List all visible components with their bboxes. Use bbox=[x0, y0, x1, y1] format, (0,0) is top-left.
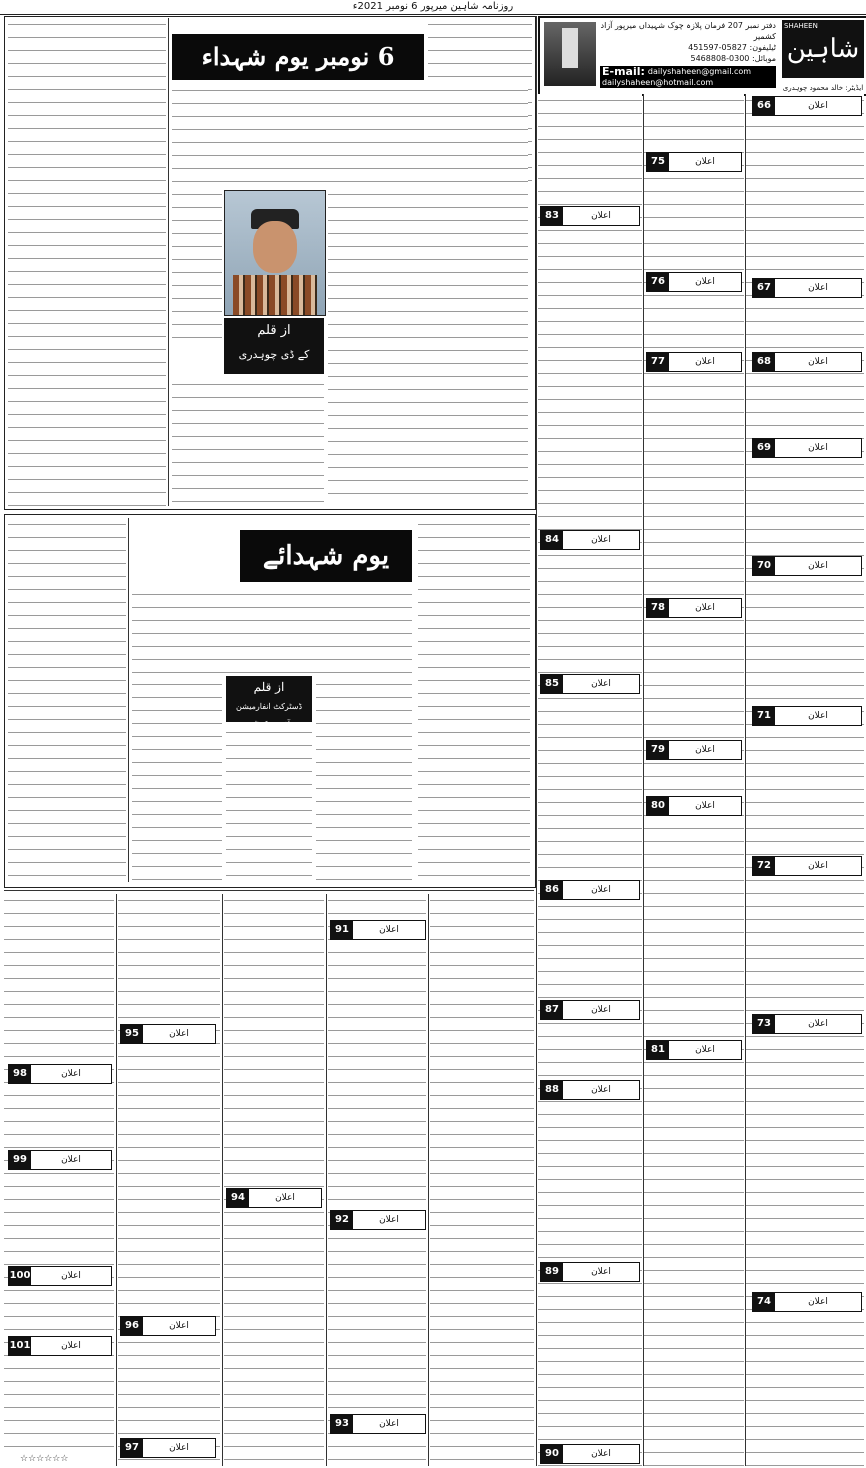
column-notices-2 bbox=[644, 94, 744, 1466]
notice-80: 80 اعلان bbox=[646, 796, 742, 816]
logo-urdu: شاہین bbox=[786, 34, 860, 64]
author-photo bbox=[224, 190, 326, 316]
article-middle-col-a bbox=[418, 518, 530, 882]
email-2: dailyshaheen@hotmail.com bbox=[602, 78, 714, 87]
phone-number: 05827-451597 bbox=[688, 43, 747, 52]
phone-row: ٹیلیفون: 05827-451597 bbox=[688, 43, 776, 52]
article-top-byline: از قلم کے ڈی چوہدری bbox=[224, 318, 324, 374]
article-top-col-c bbox=[328, 188, 528, 506]
notice-85: 85 اعلان bbox=[540, 674, 640, 694]
notice-73: 73 اعلان bbox=[752, 1014, 862, 1034]
notice-96: 96 اعلان bbox=[120, 1316, 216, 1336]
mobile-number: 0300-5468808 bbox=[690, 54, 750, 63]
notice-87: 87 اعلان bbox=[540, 1000, 640, 1020]
notice-67: 67 اعلان bbox=[752, 278, 862, 298]
article-top-col-d bbox=[172, 188, 222, 338]
article-middle-byline: از قلم ڈسٹرکٹ انفارمیشن آفیسر کوٹلی bbox=[226, 676, 312, 722]
article-middle-col-left bbox=[8, 518, 126, 882]
column-bottom-c bbox=[224, 894, 324, 1466]
article-top-col-b bbox=[172, 84, 528, 184]
notice-68: 68 اعلان bbox=[752, 352, 862, 372]
notice-66: 66 اعلان bbox=[752, 96, 862, 116]
email-1: dailyshaheen@gmail.com bbox=[647, 67, 752, 76]
column-notices-3 bbox=[538, 94, 642, 1466]
notice-90: 90 اعلان bbox=[540, 1444, 640, 1464]
masthead-editor: ایڈیٹر: خالد محمود چوہدری bbox=[782, 84, 864, 92]
article-top-title: 6 نومبر یوم شہداء bbox=[172, 34, 424, 80]
notice-92: 92 اعلان bbox=[330, 1210, 426, 1230]
notice-86: 86 اعلان bbox=[540, 880, 640, 900]
article-top-col-e bbox=[172, 378, 324, 506]
article-middle-col-c bbox=[132, 678, 222, 882]
notice-94: 94 اعلان bbox=[226, 1188, 322, 1208]
notice-91: 91 اعلان bbox=[330, 920, 426, 940]
notice-83: 83 اعلان bbox=[540, 206, 640, 226]
notice-81: 81 اعلان bbox=[646, 1040, 742, 1060]
notice-95: 95 اعلان bbox=[120, 1024, 216, 1044]
notice-78: 78 اعلان bbox=[646, 598, 742, 618]
notice-98: 98 اعلان bbox=[8, 1064, 112, 1084]
column-bottom-e bbox=[4, 894, 114, 1450]
notice-100: 100 اعلان bbox=[8, 1266, 112, 1286]
notice-84: 84 اعلان bbox=[540, 530, 640, 550]
newspaper-logo bbox=[782, 20, 864, 78]
notice-97: 97 اعلان bbox=[120, 1438, 216, 1458]
masthead-contact bbox=[600, 20, 776, 90]
notice-72: 72 اعلان bbox=[752, 856, 862, 876]
notice-76: 76 اعلان bbox=[646, 272, 742, 292]
monument-image bbox=[544, 22, 596, 86]
notice-93: 93 اعلان bbox=[330, 1414, 426, 1434]
author-name-2: ڈسٹرکٹ انفارمیشن آفیسر کوٹلی bbox=[235, 702, 303, 729]
article-middle-title: یوم شہدائے bbox=[240, 530, 412, 582]
notice-77: 77 اعلان bbox=[646, 352, 742, 372]
notice-74: 74 اعلان bbox=[752, 1292, 862, 1312]
notice-89: 89 اعلان bbox=[540, 1262, 640, 1282]
article-top-col-left bbox=[8, 18, 166, 506]
page-header-date: روزنامہ شاہین میرپور 6 نومبر 2021ء bbox=[0, 0, 866, 15]
notice-69: 69 اعلان bbox=[752, 438, 862, 458]
footer-stars: ☆☆☆☆☆☆ bbox=[20, 1454, 69, 1464]
email-block: E-mail: dailyshaheen@gmail.com dailyshaheen@hotmail.com bbox=[600, 66, 776, 88]
column-notices-right bbox=[746, 94, 864, 1466]
address: دفتر نمبر 207 فرمان پلازہ چوک شہیداں میرپور آزاد کشمیر bbox=[600, 21, 776, 41]
author-name: کے ڈی چوہدری bbox=[238, 348, 310, 361]
mobile-row: موبائل: 0300-5468808 bbox=[690, 54, 776, 63]
column-bottom-b bbox=[328, 894, 426, 1466]
article-middle-col-d bbox=[316, 678, 412, 882]
column-bottom-a bbox=[430, 894, 534, 1466]
notice-88: 88 اعلان bbox=[540, 1080, 640, 1100]
masthead bbox=[538, 16, 866, 96]
article-middle-col-e bbox=[226, 726, 312, 882]
logo-latin: SHAHEEN bbox=[784, 22, 818, 30]
article-middle-col-b bbox=[132, 588, 412, 674]
text-lines bbox=[746, 94, 864, 1466]
notice-101: 101 اعلان bbox=[8, 1336, 112, 1356]
notice-99: 99 اعلان bbox=[8, 1150, 112, 1170]
notice-75: 75 اعلان bbox=[646, 152, 742, 172]
column-bottom-d bbox=[118, 894, 220, 1466]
notice-79: 79 اعلان bbox=[646, 740, 742, 760]
notice-70: 70 اعلان bbox=[752, 556, 862, 576]
notice-71: 71 اعلان bbox=[752, 706, 862, 726]
